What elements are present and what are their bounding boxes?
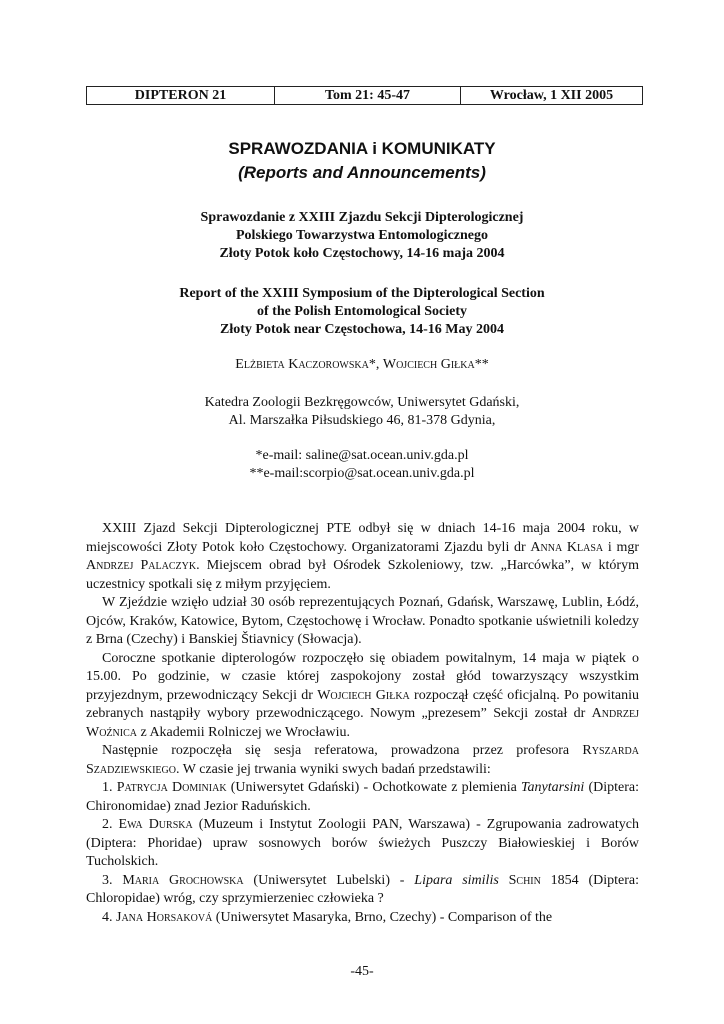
author-name: Wojciech Giłka — [382, 357, 475, 372]
paragraph: XXIII Zjazd Sekcji Dipterologicznej PTE odbył się w dniach 14-16 maja 2004 roku, w miejscowości Złoty Potok koło Częstochowy. Organizatorami Zjazdu byli dr Anna Klasa i mgr Andrzej Palaczyk. Miejscem obrad był Ośrodek Szkoleniowy, tzw. „Harcówka”, w którym uczestnicy spotkali się z miłym przyjęciem. — [86, 521, 640, 592]
presenter-name: Maria Grochowska — [122, 872, 244, 888]
journal-header-table — [86, 86, 643, 105]
list-item: 1. Patrycja Dominiak (Uniwersytet Gdański) - Ochotkowate z plemienia Tanytarsini (Diptera: Chironomidae) znad Jezior Raduńskich. — [86, 780, 639, 814]
page-number: -45- — [350, 964, 374, 979]
title-polish — [0, 209, 724, 263]
author-mark: ** — [474, 357, 489, 372]
presenter-name: Ewa Durska — [118, 817, 193, 832]
paragraph: W Zjeździe wzięło udział 30 osób reprezentujących Poznań, Gdańsk, Warszawę, Lublin, Łódź, Ojców, Kraków, Katowice, Bytom, Częstochowę i Wrocław. Ponadto spotkanie uświetnili koledzy z Brna (Czechy) i Banskiej Štiavnicy (Słowacja). — [86, 595, 639, 647]
place-date: Wrocław, 1 XII 2005 — [489, 87, 614, 103]
taxon-name: Lipara similis — [414, 872, 499, 888]
person-name: Anna Klasa — [530, 539, 604, 555]
list-item: 3. Maria Grochowska (Uniwersytet Lubelski) - Lipara similis Schin 1854 (Diptera: Chloropidae) wróg, czy sprzymierzeniec człowieka ? — [86, 872, 640, 906]
title-polish-line: Złoty Potok koło Częstochowy, 14-16 maja 2004 — [219, 246, 505, 261]
body-text — [86, 520, 639, 927]
title-english-line: Złoty Potok near Częstochowa, 14-16 May 2004 — [220, 322, 504, 337]
emails — [0, 447, 724, 483]
email-line: **e-mail:scorpio@sat.ocean.univ.gda.pl — [249, 466, 475, 481]
affiliation-line: Katedra Zoologii Bezkręgowców, Uniwersytet Gdański, — [204, 395, 520, 410]
taxon-author: Schin — [508, 872, 541, 888]
title-english-line: of the Polish Entomological Society — [257, 304, 467, 319]
affiliation-line: Al. Marszałka Piłsudskiego 46, 81-378 Gdynia, — [228, 413, 496, 428]
person-name: Wojciech Giłka — [317, 687, 410, 703]
title-english-line: Report of the XXIII Symposium of the Dipterological Section — [179, 286, 545, 301]
author-mark: *, — [368, 357, 383, 372]
presenter-name: Patrycja Dominiak — [116, 780, 227, 795]
list-item: 2. Ewa Durska (Muzeum i Instytut Zoologii PAN, Warszawa) - Zgrupowania zadrowatych (Diptera: Phoridae) upraw sosnowych borów świeżych Puszczy Białowieskiej i Borów Tucholskich. — [86, 817, 639, 869]
paragraph: Następnie rozpoczęła się sesja referatowa, prowadzona przez profesora Ryszarda Szadziewskiego. W czasie jej trwania wyniki swych badań przedstawili: — [86, 743, 639, 777]
volume-pages: Tom 21: 45-47 — [275, 87, 461, 104]
author-name: Elżbieta Kaczorowska — [235, 357, 369, 372]
person-name: Andrzej Palaczyk — [86, 558, 197, 573]
authors — [0, 356, 724, 374]
affiliation — [0, 394, 724, 430]
title-polish-line: Polskiego Towarzystwa Entomologicznego — [236, 228, 488, 243]
person-name: Andrzej Woźnica — [86, 706, 639, 740]
section-subtitle: (Reports and Announcements) — [238, 163, 486, 182]
presenter-name: Jana Horsaková — [116, 909, 213, 925]
section-title: SPRAWOZDANIA i KOMUNIKATY — [228, 139, 496, 158]
list-item: 4. Jana Horsaková (Uniwersytet Masaryka, Brno, Czechy) - Comparison of the — [102, 909, 553, 925]
title-english — [0, 285, 724, 339]
email-line: *e-mail: saline@sat.ocean.univ.gda.pl — [255, 448, 469, 463]
taxon-name: Tanytarsini — [521, 780, 585, 795]
journal-name: DIPTERON 21 — [87, 87, 275, 104]
paragraph: Coroczne spotkanie dipterologów rozpoczęło się obiadem powitalnym, 14 maja w piątek o 15.00. Po godzinie, w czasie której zaspokojony został głód towarzyszący wszystkim przyjezdnym, przewodniczący Sekcji dr Wojciech Giłka rozpoczął część oficjalną. Po powitaniu zebranych nastąpiły wybory przewodniczącego. Nowym „prezesem” Sekcji został dr Andrzej Woźnica z Akademii Rolniczej we Wrocławiu. — [86, 650, 640, 740]
person-name: Ryszarda Szadziewskiego — [86, 743, 639, 777]
title-polish-line: Sprawozdanie z XXIII Zjazdu Sekcji Dipterologicznej — [200, 210, 524, 225]
